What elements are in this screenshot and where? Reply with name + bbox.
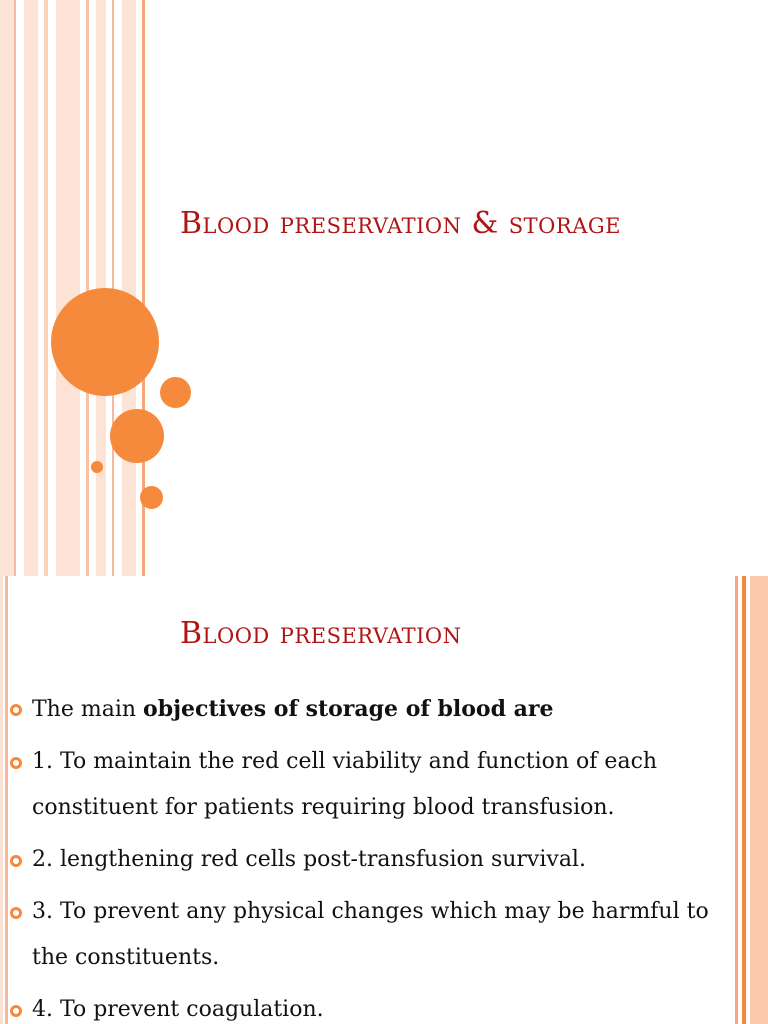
decorative-circle	[51, 288, 159, 396]
slide-title: Blood preservation & storage	[180, 206, 621, 241]
decorative-circle	[160, 377, 191, 408]
decorative-stripe	[0, 0, 14, 576]
decorative-stripe	[24, 0, 38, 576]
decorative-stripe	[742, 576, 746, 1024]
bullet-text: 4. To prevent coagulation.	[32, 997, 324, 1022]
bullet-circle-icon	[10, 855, 22, 867]
bullet-list	[10, 686, 730, 1024]
list-item	[10, 686, 730, 733]
decorative-stripe	[14, 0, 16, 576]
decorative-circle	[91, 461, 103, 473]
slide-2[interactable]	[0, 576, 768, 1024]
bullet-text: 2. lengthening red cells post-transfusion survival.	[32, 847, 586, 872]
bullet-text: The main	[32, 697, 144, 722]
list-item	[10, 889, 730, 981]
decorative-circle	[140, 486, 163, 509]
decorative-stripe	[122, 0, 136, 576]
bullet-bold-text: objectives of storage of blood are	[143, 696, 554, 722]
bullet-text: 1. To maintain the red cell viability and function of each constituent for patients requiring blood transfusion.	[32, 749, 658, 820]
slide-title: Blood preservation	[180, 616, 462, 651]
bullet-text: 3. To prevent any physical changes which may be harmful to the constituents.	[32, 899, 709, 970]
bullet-circle-icon	[10, 1005, 22, 1017]
decorative-stripe	[56, 0, 80, 576]
list-item	[10, 739, 730, 831]
bullet-circle-icon	[10, 704, 22, 716]
decorative-stripe	[750, 576, 768, 1024]
decorative-stripe	[86, 0, 89, 576]
decorative-stripe	[735, 576, 738, 1024]
list-item	[10, 837, 730, 883]
decorative-stripe	[44, 0, 48, 576]
decorative-stripe	[0, 576, 3, 1024]
bullet-circle-icon	[10, 757, 22, 769]
decorative-circle	[110, 409, 164, 463]
decorative-stripe	[5, 576, 8, 1024]
list-item	[10, 987, 730, 1024]
bullet-circle-icon	[10, 907, 22, 919]
